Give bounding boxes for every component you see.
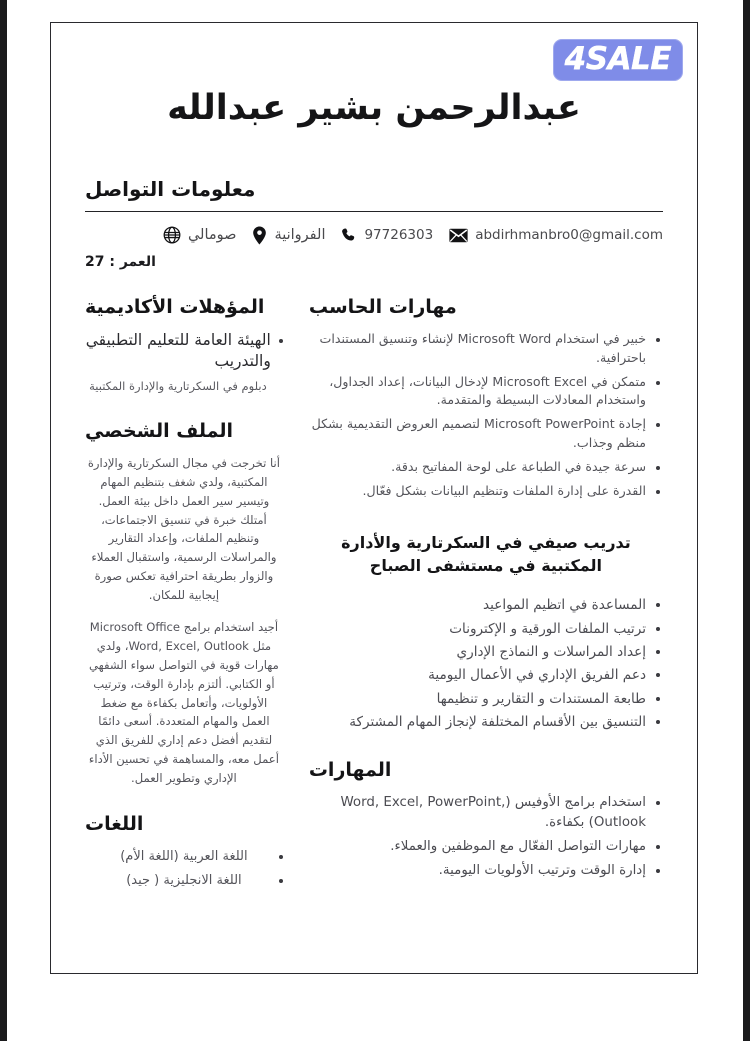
- envelope-icon: [449, 228, 468, 243]
- list-item: إجادة Microsoft PowerPoint لتصميم العروض التقديمية بشكل منظم وجذاب.: [309, 415, 663, 453]
- profile-paragraph: أنا تخرجت في مجال السكرتارية والإدارة المكتبية، ولدي شغف بتنظيم المهام وتيسير سير العمل داخل بيئة العمل. أمتلك خبرة في تنسيق الاجتماعات، وتنظيم الملفات، وإعداد التقارير والمراسلات الرسمية، واستقبال العملاء والزوار بطريقة احترافية تعكس صورة إيجابية للمكان.: [87, 456, 280, 602]
- cv-right-column: [85, 296, 283, 895]
- watermark-label: 4SALE: [564, 41, 671, 77]
- bullet-dot-icon: [279, 339, 283, 343]
- candidate-name: عبدالرحمن بشير عبدالله: [167, 88, 581, 128]
- list-item: طابعة المستندات و التقارير و تنظيمها: [309, 689, 663, 709]
- list-item: استخدام برامج الأوفيس (Word, Excel, PowerPoint, Outlook) بكفاءة.: [309, 793, 663, 833]
- skills-title: المهارات: [308, 758, 392, 781]
- profile-title: الملف الشخصي: [85, 420, 234, 443]
- contact-divider: [85, 211, 663, 212]
- list-item: مهارات التواصل الفعّال مع الموظفين والعملاء.: [309, 837, 663, 857]
- contact-row: [85, 226, 663, 245]
- education-school: الهيئة العامة للتعليم التطبيقي والتدريب: [85, 330, 271, 371]
- list-item: إعداد المراسلات و النماذج الإداري: [309, 642, 663, 662]
- cv-document-sheet: [50, 22, 698, 974]
- computer-skills-title: مهارات الحاسب: [308, 295, 457, 318]
- computer-skills-list: [309, 330, 663, 501]
- map-pin-icon: [252, 226, 267, 245]
- education-degree: دبلوم في السكرتارية والإدارة المكتبية: [89, 378, 267, 393]
- contact-location: [252, 226, 325, 245]
- profile-paragraph: أجيد استخدام برامج Microsoft Office مثل Word, Excel, Outlook، ولدي مهارات قوية في التواصل سواء الشفهي أو الكتابي. ألتزم بإدارة الوقت، وترتيب الأولويات، وأتعامل بكفاءة مع ضغط العمل والمهام المتعددة. أسعى دائمًا لتقديم أفضل دعم إداري للفريق الذي أعمل معه، والمساهمة في تحسين الأداء الإداري وتطوير العمل.: [88, 620, 279, 785]
- list-item: القدرة على إدارة الملفات وتنظيم البيانات بشكل فعّال.: [309, 482, 663, 501]
- contact-phone-value: 97726303: [364, 227, 434, 244]
- contact-email-value: abdirhmanbro0@gmail.com: [475, 227, 663, 244]
- list-item: المساعدة في اتظيم المواعيد: [309, 595, 663, 615]
- cv-left-column: [309, 296, 663, 885]
- contact-location-value: الفروانية: [274, 227, 326, 244]
- globe-icon: [163, 226, 181, 244]
- list-item: اللغة الانجليزية ( جيد): [85, 871, 283, 891]
- list-item: ترتيب الملفات الورقية و الإكترونات: [309, 619, 663, 639]
- contact-nationality: [163, 226, 237, 244]
- contact-email[interactable]: [449, 227, 663, 243]
- skills-list: [309, 793, 663, 881]
- list-item: متمكن في Microsoft Excel لإدخال البيانات، إعداد الجداول، واستخدام المعادلات البسيطة والمتقدمة.: [309, 373, 663, 411]
- cv-columns: [85, 296, 663, 895]
- list-item: سرعة جيدة في الطباعة على لوحة المفاتيح بدقة.: [309, 458, 663, 477]
- right-edge-strip: [743, 0, 750, 1041]
- contact-nationality-value: صومالي: [187, 227, 237, 244]
- experience-list: [309, 595, 663, 732]
- education-entry: [85, 330, 283, 394]
- contact-section: [85, 177, 663, 270]
- contact-phone[interactable]: [341, 227, 433, 243]
- list-item: دعم الفريق الإداري في الأعمال اليومية: [309, 665, 663, 685]
- experience-title: تدريب صيفي في السكرتارية والأدارة المكتبية في مستشفى الصباح: [341, 532, 631, 576]
- contact-age: العمر : 27: [85, 253, 156, 270]
- list-item: اللغة العربية (اللغة الأم): [85, 847, 283, 867]
- watermark-badge-4sale: [553, 39, 683, 81]
- languages-list: [85, 847, 283, 890]
- left-edge-strip: [0, 0, 7, 1041]
- list-item: التنسيق بين الأقسام المختلفة لإنجاز المهام المشتركة: [309, 712, 663, 732]
- contact-section-title: معلومات التواصل: [85, 176, 256, 201]
- list-item: خبير في استخدام Microsoft Word لإنشاء وتنسيق المستندات باحترافية.: [309, 330, 663, 368]
- phone-icon: [341, 227, 357, 243]
- list-item: إدارة الوقت وترتيب الأولويات اليومية.: [309, 861, 663, 881]
- languages-title: اللغات: [85, 813, 144, 836]
- education-title: المؤهلات الأكاديمية: [85, 295, 265, 318]
